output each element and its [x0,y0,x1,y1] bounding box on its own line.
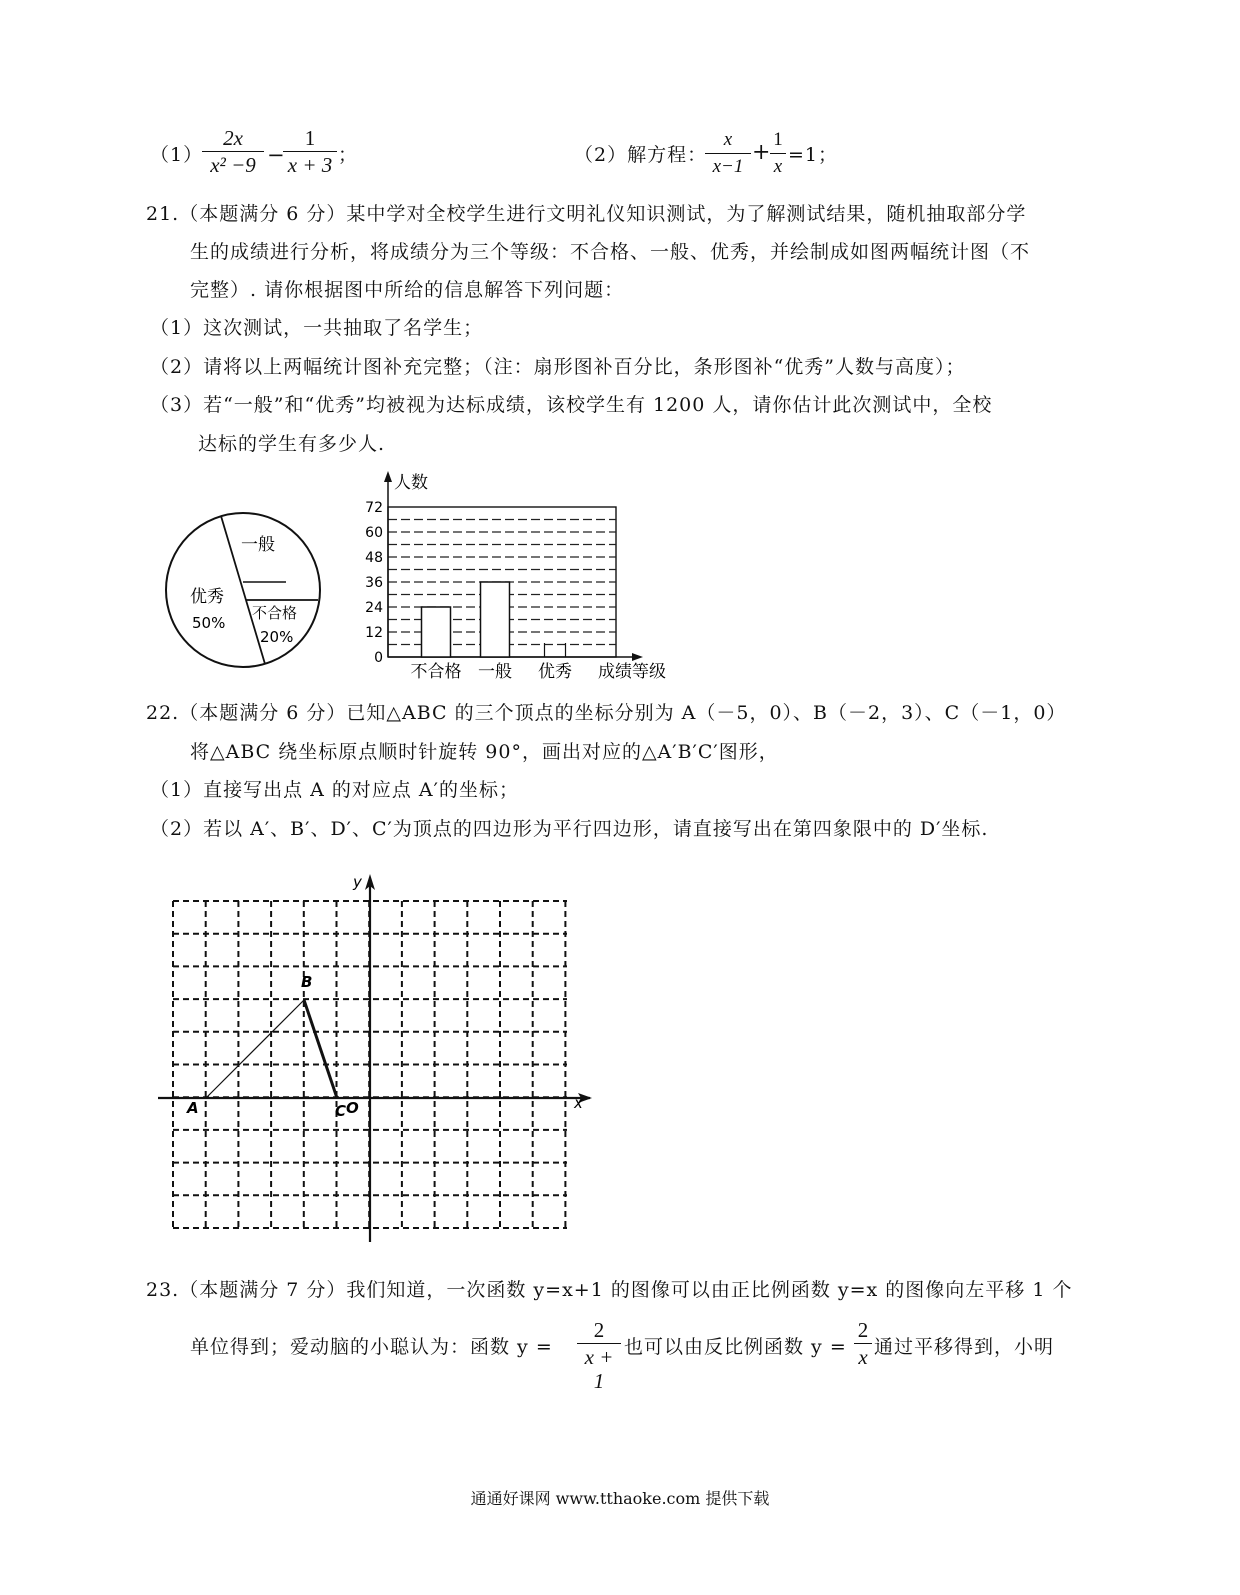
pie-pct-excellent: 50% [192,614,226,632]
bar-y-axis-arrow [384,471,392,482]
page-footer: 通通好课网 www.tthaoke.com 提供下载 [470,1489,770,1508]
q21-sub-1: （1）这次测试，一共抽取了名学生； [150,317,484,339]
q21-sub-2: （2）请将以上两幅统计图补充完整；（注：扇形图补百分比，条形图补“优秀”人数与高度）； [150,356,966,378]
label-origin: O [346,1099,359,1117]
bar-xlabel: 成绩等级 [598,662,666,682]
q22-sub-2: （2）若以 A′、B′、D′、C′为顶点的四边形为平行四边形，请直接写出在第四象限中的 D′坐标. [150,818,989,840]
bar-1 [481,582,510,657]
label-y: y [353,873,362,891]
label-point-c: C [335,1102,347,1120]
q23-f2-denominator: x [858,1345,868,1369]
bar-ytick-label: 72 [365,500,383,516]
q21-line-3: 完整）. 请你根据图中所给的信息解答下列问题： [190,279,625,301]
bar-ytick-label: 0 [374,650,383,666]
q20-p2-f2-denominator: x [773,156,783,177]
bar-ytick-label: 12 [365,625,383,641]
bar-ytick-label: 60 [365,525,383,541]
label-point-b: B [301,973,313,991]
q20-p1-fraction-2 [283,126,337,177]
q20-p2-plus: + [752,140,772,165]
q20-p2-f1-numerator: x [723,129,733,150]
q20-p1-f1-denominator: x² −9 [210,153,256,177]
q21-sub-3b: 达标的学生有多少人. [198,433,386,455]
triangle-side-bc [304,1000,337,1098]
q22-sub-1: （1）直接写出点 A 的对应点 A′的坐标； [150,779,519,801]
q21-sub-3a: （3）若“一般”和“优秀”均被视为达标成绩，该校学生有 1200 人，请你估计此次测试中，全校 [150,394,993,416]
bar-category-label: 优秀 [538,662,572,682]
q20-p2-end: =1； [788,144,839,166]
q23-f1-numerator: 2 [593,1318,605,1342]
bar-ytick-label: 24 [365,600,383,616]
q23-line-1: 23.（本题满分 7 分）我们知道，一次函数 y=x+1 的图像可以由正比例函数 y=x 的图像向左平移 1 个 [146,1279,1073,1301]
pie-label-fail: 不合格 [252,604,298,622]
pie-pct-fail: 20% [260,628,294,646]
q20-part2-label: （2）解方程： [574,144,708,166]
q20-p1-f1-numerator: 2x [223,126,243,150]
bar-ytick-label: 48 [365,550,383,566]
q21-pie-chart [160,510,330,675]
q23-line-2a: 单位得到；爱动脑的小聪认为：函数 y = [190,1336,553,1358]
q22-line-1: 22.（本题满分 6 分）已知△ABC 的三个顶点的坐标分别为 A（－5，0）、B（－2，3）、C（－1，0） [146,702,1067,724]
q23-fraction-2 [854,1318,872,1369]
q21-line-2: 生的成绩进行分析，将成绩分为三个等级：不合格、一般、优秀，并绘制成如图两幅统计图（不 [190,241,1031,263]
bar-x-axis-arrow [632,653,643,661]
q20-p2-fraction-1 [705,128,751,179]
q20-part1-label: （1） [150,144,204,166]
pie-label-general: 一般 [241,535,275,555]
triangle-side-ab [206,1000,304,1098]
q23-fraction-1 [577,1318,621,1393]
bar-ytick-label: 36 [365,575,383,591]
bar-0 [422,607,451,657]
q23-line-2c: 通过平移得到，小明 [874,1336,1055,1358]
bar-category-label: 一般 [478,662,512,682]
q20-p2-fraction-2 [770,128,786,179]
q20-p2-f2-numerator: 1 [773,129,783,150]
pie-label-excellent: 优秀 [190,587,224,607]
q21-line-1: 21.（本题满分 6 分）某中学对全校学生进行文明礼仪知识测试，为了解测试结果，随机抽取部分学 [146,203,1027,225]
q20-p1-fraction-1 [202,126,264,177]
q20-p1-f2-numerator: 1 [304,126,316,150]
q20-p1-f2-denominator: x + 3 [287,153,333,177]
q23-line-2b: 也可以由反比例函数 y = [624,1336,847,1358]
q20-p1-minus: − [267,143,286,167]
q23-f1-denominator: x + 1 [584,1345,614,1393]
q22-coordinate-grid [150,870,600,1250]
bar-ylabel: 人数 [394,473,428,493]
bar-category-label: 不合格 [410,662,462,682]
q20-p1-end: ； [338,144,359,166]
q23-f2-numerator: 2 [857,1318,869,1342]
label-x: x [574,1094,583,1112]
label-point-a: A [187,1099,199,1117]
q22-line-2: 将△ABC 绕坐标原点顺时针旋转 90°，画出对应的△A′B′C′图形， [190,741,779,763]
q20-p2-f1-denominator: x−1 [712,156,744,177]
q21-bar-chart [350,468,690,690]
